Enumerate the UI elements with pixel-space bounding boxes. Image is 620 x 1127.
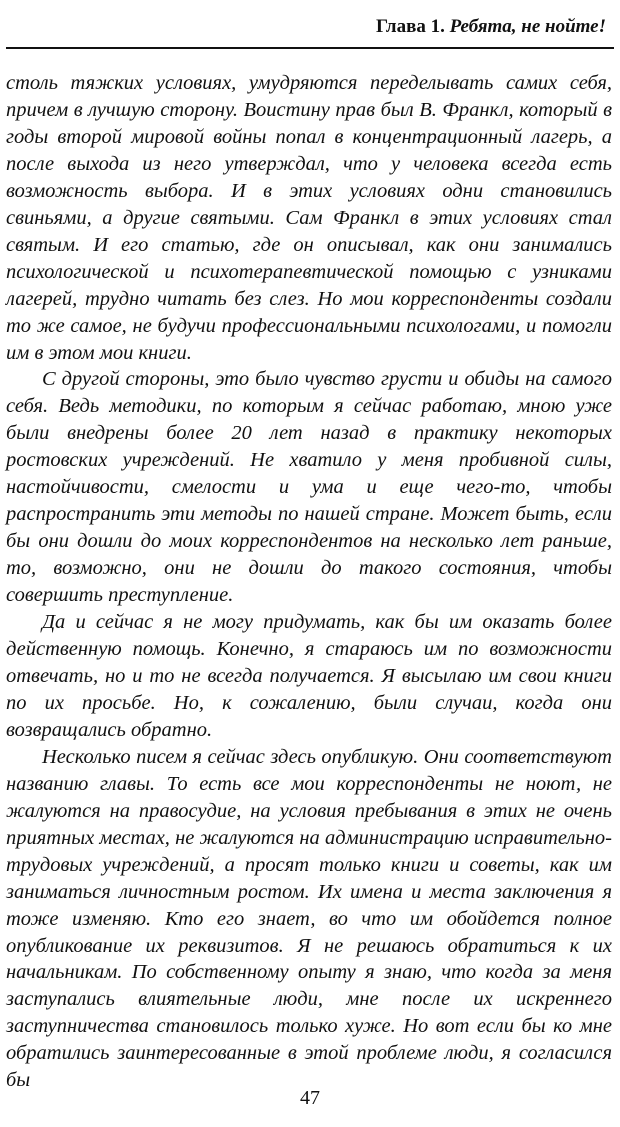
paragraph: С другой стороны, это было чувство грусти и обиды на самого себя. Ведь методики, по которым я сейчас работаю, мною уже были внедрены более 20 лет назад в практику некоторых ростовских учреждений. Не хватило у меня пробивной силы, настойчивости, смелости и ума и еще чего-то, чтобы распространить эти методы по нашей стране. Может быть, если бы они дошли до моих корреспондентов на несколько лет раньше, то, возможно, они не дошли до такого состояния, чтобы совершить преступление. xyxy=(6,368,612,607)
body-text xyxy=(6,70,612,1094)
chapter-title: Ребята, не нойте! xyxy=(449,16,606,37)
chapter-label: Глава 1. xyxy=(375,16,445,37)
paragraph: Да и сейчас я не могу придумать, как бы им оказать более действенную помощь. Конечно, я стараюсь им по возможности отвечать, но и то не всегда получается. Я высылаю им свои книги по их просьбе. Но, к сожалению, были случаи, когда они возвращались обратно. xyxy=(6,611,612,741)
header-rule xyxy=(6,47,614,49)
page-number: 47 xyxy=(300,1087,320,1109)
paragraph-continuation: столь тяжких условиях, умудряются переделывать самих себя, причем в лучшую сторону. Воистину прав был В. Франкл, который в годы второй мировой войны попал в концентрационный лагерь, а после выхода из него утверждал, что у человека всегда есть возможность выбора. И в этих условиях одни становились свиньями, а другие святыми. Сам Франкл в этих условиях стал святым. И его статью, где он описывал, как они занимались психологической и психотерапевтической помощью с узниками лагерей, трудно читать без слез. Но мои корреспонденты создали то же самое, не будучи профессиональными психологами, и помогли им в этом мои книги. xyxy=(6,72,612,364)
paragraph: Несколько писем я сейчас здесь опубликую. Они соответствуют названию главы. То есть все мои корреспонденты не ноют, не жалуются на правосудие, на условия пребывания в этих не очень приятных местах, не жалуются на администрацию исправительно-трудовых учреждений, а просят только книги и советы, как им заниматься личностным ростом. Их имена и места заключения я тоже изменяю. Кто его знает, во что им обойдется полное опубликование их реквизитов. Я не решаюсь обратиться к их начальникам. По собственному опыту я знаю, что когда за меня заступались влиятельные люди, мне после их искреннего заступничества становилось только хуже. Но вот если бы ко мне обратились заинтересованные в этой проблеме люди, я согласился бы xyxy=(6,745,612,1092)
running-header xyxy=(376,16,606,38)
